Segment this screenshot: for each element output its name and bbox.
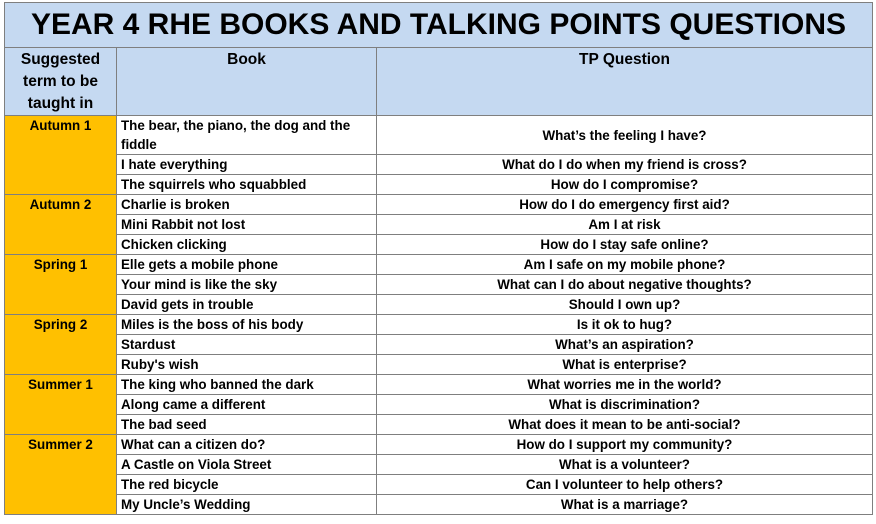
question-cell: How do I do emergency first aid? (377, 195, 873, 215)
table-row (5, 435, 873, 455)
book-cell: Your mind is like the sky (117, 275, 377, 295)
question-cell: What is discrimination? (377, 395, 873, 415)
table-row (5, 335, 873, 355)
question-cell: What can I do about negative thoughts? (377, 275, 873, 295)
book-cell: The king who banned the dark (117, 375, 377, 395)
table-row (5, 475, 873, 495)
book-cell: I hate everything (117, 155, 377, 175)
term-cell: Spring 1 (5, 255, 117, 315)
page-title: YEAR 4 RHE BOOKS AND TALKING POINTS QUESTIONS (5, 3, 873, 48)
term-cell: Spring 2 (5, 315, 117, 375)
table-row (5, 175, 873, 195)
question-cell: Can I volunteer to help others? (377, 475, 873, 495)
table-row (5, 255, 873, 275)
term-cell: Summer 1 (5, 375, 117, 435)
table-row (5, 455, 873, 475)
book-cell: Elle gets a mobile phone (117, 255, 377, 275)
book-cell: Miles is the boss of his body (117, 315, 377, 335)
question-cell: How do I stay safe online? (377, 235, 873, 255)
table-row (5, 155, 873, 175)
table-row (5, 315, 873, 335)
table-row (5, 415, 873, 435)
table-row (5, 275, 873, 295)
book-cell: What can a citizen do? (117, 435, 377, 455)
table-row (5, 375, 873, 395)
book-cell: Chicken clicking (117, 235, 377, 255)
table-row (5, 215, 873, 235)
document-table-wrapper (4, 2, 873, 515)
book-cell: The bear, the piano, the dog and the fiddle (117, 116, 377, 155)
question-cell: Am I at risk (377, 215, 873, 235)
question-cell: What worries me in the world? (377, 375, 873, 395)
question-cell: What does it mean to be anti-social? (377, 415, 873, 435)
term-cell: Autumn 2 (5, 195, 117, 255)
table-row (5, 355, 873, 375)
book-cell: The red bicycle (117, 475, 377, 495)
table-row (5, 495, 873, 515)
book-cell: Charlie is broken (117, 195, 377, 215)
question-cell: What do I do when my friend is cross? (377, 155, 873, 175)
table-row (5, 395, 873, 415)
books-table (4, 2, 873, 515)
question-cell: Should I own up? (377, 295, 873, 315)
book-cell: The bad seed (117, 415, 377, 435)
book-cell: Mini Rabbit not lost (117, 215, 377, 235)
question-cell: What’s an aspiration? (377, 335, 873, 355)
book-cell: Stardust (117, 335, 377, 355)
book-cell: Ruby's wish (117, 355, 377, 375)
table-row (5, 116, 873, 155)
book-cell: The squirrels who squabbled (117, 175, 377, 195)
table-row (5, 195, 873, 215)
question-cell: What is a marriage? (377, 495, 873, 515)
book-cell: My Uncle’s Wedding (117, 495, 377, 515)
book-cell: Along came a different (117, 395, 377, 415)
question-cell: What is enterprise? (377, 355, 873, 375)
table-row (5, 295, 873, 315)
term-cell: Autumn 1 (5, 116, 117, 195)
question-cell: Am I safe on my mobile phone? (377, 255, 873, 275)
header-question: TP Question (377, 48, 873, 116)
header-term: Suggested term to be taught in (5, 48, 117, 116)
title-row (5, 3, 873, 48)
term-cell: Summer 2 (5, 435, 117, 515)
question-cell: What’s the feeling I have? (377, 116, 873, 155)
question-cell: Is it ok to hug? (377, 315, 873, 335)
header-book: Book (117, 48, 377, 116)
header-row (5, 48, 873, 116)
question-cell: How do I compromise? (377, 175, 873, 195)
book-cell: David gets in trouble (117, 295, 377, 315)
question-cell: What is a volunteer? (377, 455, 873, 475)
table-row (5, 235, 873, 255)
book-cell: A Castle on Viola Street (117, 455, 377, 475)
question-cell: How do I support my community? (377, 435, 873, 455)
